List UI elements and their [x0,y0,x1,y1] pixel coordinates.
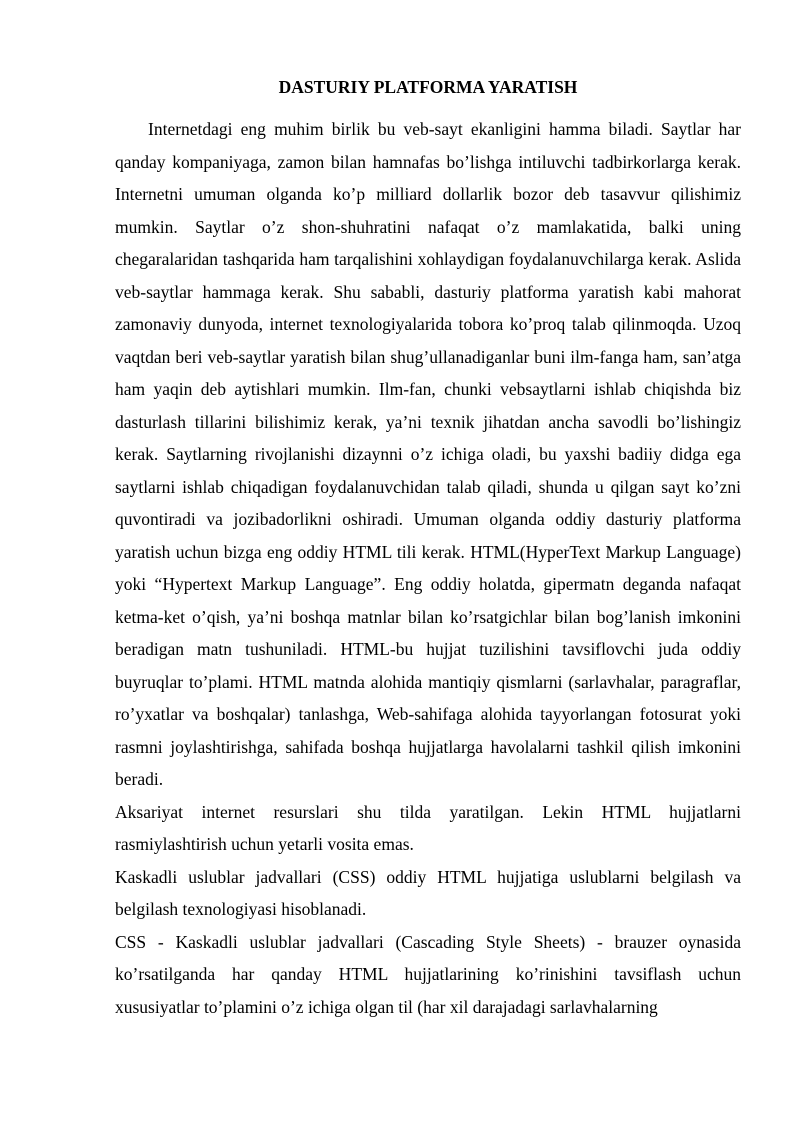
paragraph: CSS - Kaskadli uslublar jadvallari (Cascading Style Sheets) - brauzer oynasida ko’rsatilganda har qanday HTML hujjatlarining ko’rinishini tavsiflash uchun xususiyatlar to’plamini o’z ichiga olgan til (har xil darajadagi sarlavhalarning [115,931,741,1017]
paragraph: Kaskadli uslublar jadvallari (CSS) oddiy HTML hujjatiga uslublarni belgilash va belgilash texnologiyasi hisoblanadi. [115,866,741,919]
document-body [115,113,741,1023]
paragraph: Aksariyat internet resurslari shu tilda yaratilgan. Lekin HTML hujjatlarni rasmiylashtirish uchun yetarli vosita emas. [115,801,741,854]
document-title: DASTURIY PLATFORMA YARATISH [278,77,578,97]
paragraph: Internetdagi eng muhim birlik bu veb-sayt ekanligini hamma biladi. Saytlar har qanday kompaniyaga, zamon bilan hamnafas bo’lishga intiluvchi tadbirkorlarga kerak. Internetni umuman olganda ko’p milliard dollarlik bozor deb tasavvur qilishimiz mumkin. Saytlar o’z shon-shuhratini nafaqat o’z mamlakatida, balki uning chegaralaridan tashqarida ham tarqalishini xohlaydigan foydalanuvchilarga kerak. Aslida veb-saytlar hammaga kerak. Shu sababli, dasturiy platforma yaratish kabi mahorat zamonaviy dunyoda, internet texnologiyalarida tobora ko’proq talab qilinmoqda. Uzoq vaqtdan beri veb-saytlar yaratish bilan shug’ullanadiganlar buni ilm-fanga ham, san’atga ham yaqin deb aytishlari mumkin. Ilm-fan, chunki vebsaytlarni ishlab chiqishda biz dasturlash tillarini bilishimiz kerak, ya’ni texnik jihatdan ancha savodli bo’lishingiz kerak. Saytlarning rivojlanishi dizaynni o’z ichiga oladi, bu yaxshi badiiy didga ega saytlarni ishlab chiqadigan foydalanuvchidan talab qiladi, shunda u qilgan sayt ko’zni quvontiradi va jozibadorlikni oshiradi. Umuman olganda oddiy dasturiy platforma yaratish uchun bizga eng oddiy HTML tili kerak. HTML(HyperText Markup Language) yoki “Hypertext Markup Language”. Eng oddiy holatda, gipermatn deganda nafaqat ketma-ket o’qish, ya’ni boshqa matnlar bilan ko’rsatgichlar bilan bog’lanish imkonini beradigan matn tushuniladi. HTML-bu hujjat tuzilishini tavsiflovchi juda oddiy buyruqlar to’plami. HTML matnda alohida mantiqiy qismlarni (sarlavhalar, paragraflar, ro’yxatlar va boshqalar) tanlashga, Web-sahifaga alohida tayyorlangan fotosurat yoki rasmni joylashtirishga, sahifada boshqa hujjatlarga havolalarni tashkil qilish imkonini beradi. [115,119,741,789]
